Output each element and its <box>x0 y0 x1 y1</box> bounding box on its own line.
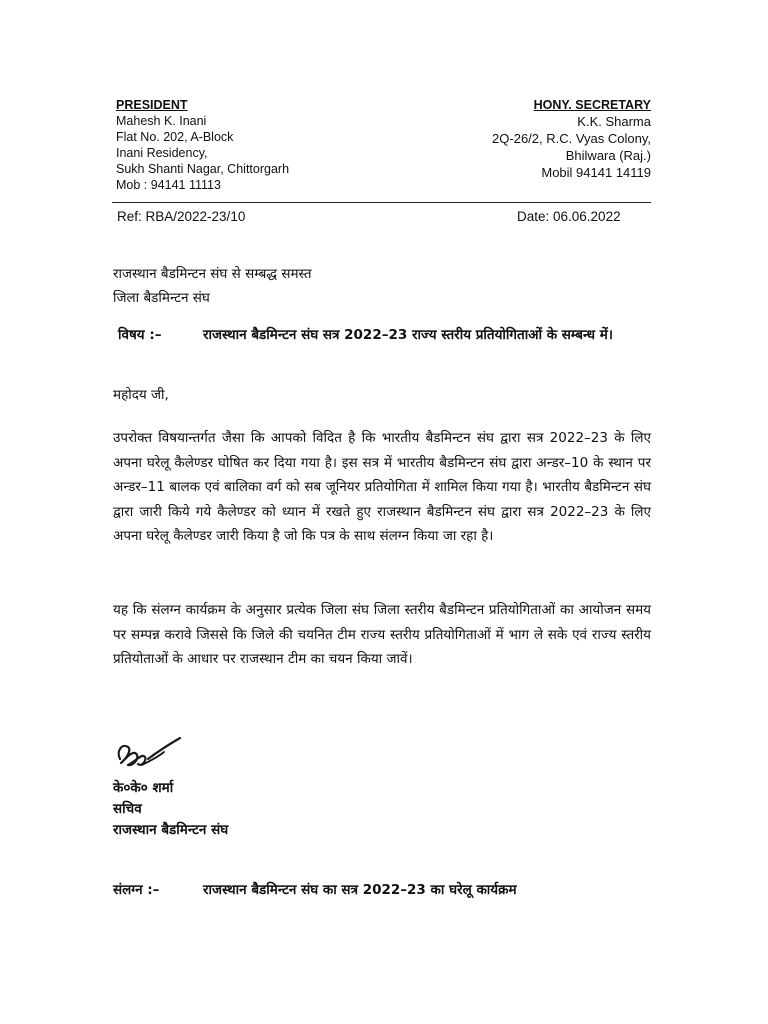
body-paragraph: यह कि संलग्न कार्यक्रम के अनुसार प्रत्येक जिला संघ जिला स्तरीय बैडमिन्टन प्रतियोगिताओं का आयोजन समय पर सम्पन्न करावे जिससे कि जिले की चयनित टीम राज्य स्तरीय प्रतियोगिताओं में भाग ले सके एवं राज्य स्तरीय प्रतियोताओं के आधार पर राजस्थान टीम का चयन किया जावें। <box>113 602 651 668</box>
secretary-role: HONY. SECRETARY <box>533 98 651 112</box>
subject-label: विषय :– <box>118 327 162 343</box>
enclosure-text: राजस्थान बैडमिन्टन संघ का सत्र 2022–23 का घरेलू कार्यक्रम <box>203 882 517 898</box>
signatory-title: सचिव <box>113 801 142 817</box>
president-address-line: Flat No. 202, A-Block <box>116 130 234 144</box>
salutation: महोदय जी, <box>113 387 169 403</box>
enclosure-label: संलग्न :– <box>113 882 160 898</box>
president-address-line: Inani Residency, <box>116 146 208 160</box>
header-divider <box>112 202 651 203</box>
signatory-block <box>113 778 228 841</box>
president-name: Mahesh K. Inani <box>116 114 207 128</box>
secretary-block <box>492 97 651 181</box>
secretary-address-line: Bhilwara (Raj.) <box>565 148 651 163</box>
body-paragraph: उपरोक्त विषयान्तर्गत जैसा कि आपको विदित है कि भारतीय बैडमिन्टन संघ द्वारा सत्र 2022–23 के लिए अपना घरेलू कैलेण्डर घोषित कर दिया गया है। इस सत्र में भारतीय बैडमिन्टन संघ द्वारा अन्डर–10 के स्थान पर अन्डर–11 बालक एवं बालिका वर्ग को सब जूनियर प्रतियोगिता में शामिल किया गया है। भारतीय बैडमिन्टन संघ द्वारा जारी किये गये कैलेण्डर को ध्यान में रखते हुए राजस्थान बैडमिन्टन संघ द्वारा सत्र 2022–23 के लिए अपना घरेलू कैलेण्डर जारी किया है जो कि पत्र के साथ संलग्न किया जा रहा है। <box>113 430 651 545</box>
addressee-block <box>113 262 312 310</box>
addressee-line: जिला बैडमिन्टन संघ <box>113 290 210 306</box>
president-address-line: Sukh Shanti Nagar, Chittorgarh <box>116 162 290 176</box>
president-mobile: Mob : 94141 11113 <box>116 178 221 192</box>
letter-date: Date: 06.06.2022 <box>517 209 621 224</box>
secretary-mobile: Mobil 94141 14119 <box>541 165 651 180</box>
secretary-name: K.K. Sharma <box>577 114 651 129</box>
signatory-name: के०के० शर्मा <box>113 780 174 796</box>
signatory-organization: राजस्थान बैडमिन्टन संघ <box>113 822 229 838</box>
addressee-line: राजस्थान बैडमिन्टन संघ से सम्बद्ध समस्त <box>113 266 312 282</box>
subject-text: राजस्थान बैडमिन्टन संघ सत्र 2022–23 राज्य स्तरीय प्रतियोगिताओं के सम्बन्ध में। <box>203 327 613 343</box>
president-block <box>116 97 289 193</box>
secretary-address-line: 2Q-26/2, R.C. Vyas Colony, <box>492 131 651 146</box>
reference-number: Ref: RBA/2022-23/10 <box>117 209 246 224</box>
handwritten-signature <box>112 735 184 775</box>
president-role: PRESIDENT <box>116 98 188 112</box>
